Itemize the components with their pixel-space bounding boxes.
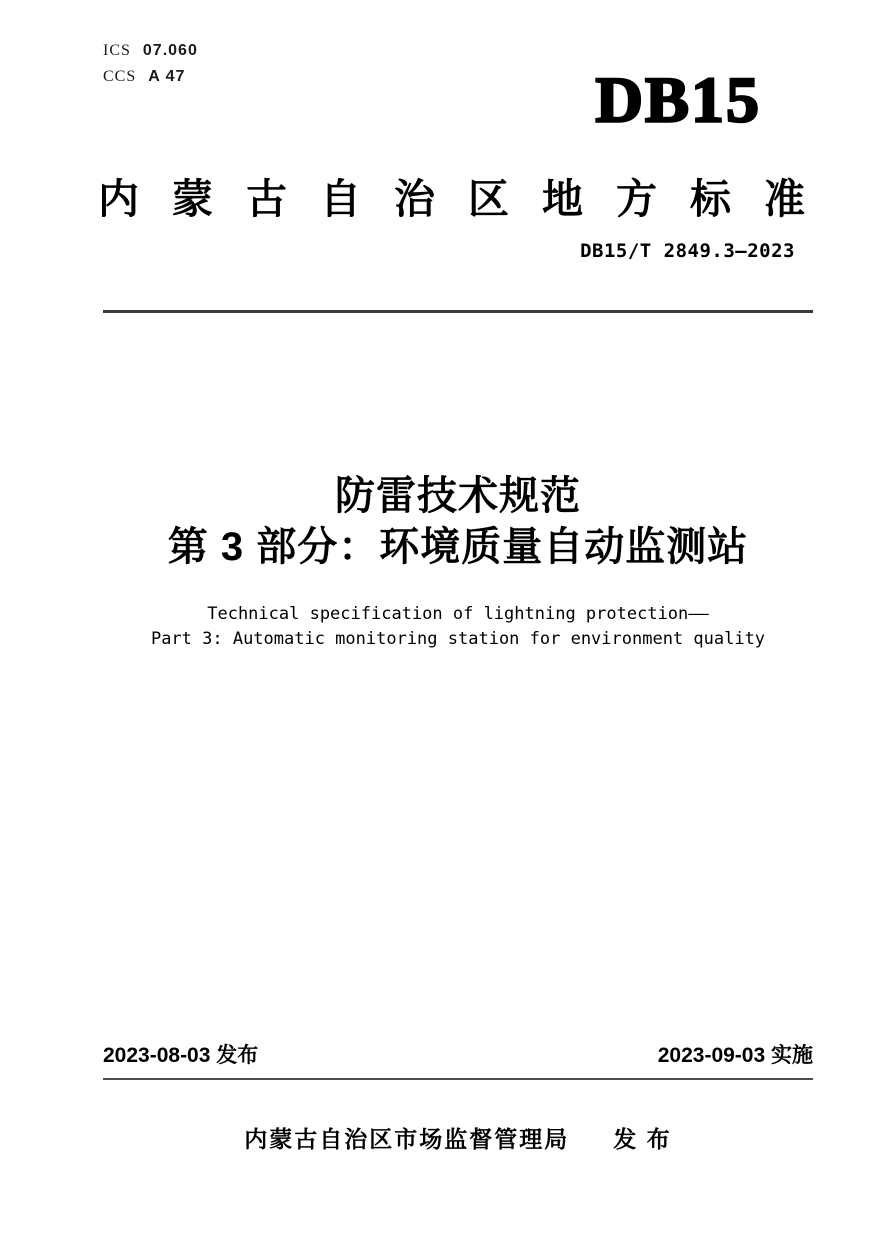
implementation-date: 2023-09-03 bbox=[657, 1044, 766, 1067]
ics-line bbox=[103, 38, 198, 64]
db15-logo: DB15 bbox=[595, 64, 761, 137]
title-line-1: 防雷技术规范 bbox=[335, 474, 581, 518]
standard-number: DB15/T 2849.3—2023 bbox=[580, 240, 795, 262]
issue-label: 发布 bbox=[216, 1044, 259, 1067]
ccs-label: CCS bbox=[103, 68, 137, 85]
implementation-label: 实施 bbox=[771, 1044, 813, 1067]
region-standard-heading: 内蒙古自治区地方标准 bbox=[98, 176, 838, 222]
document-title-english bbox=[83, 602, 833, 652]
ccs-value: A 47 bbox=[148, 68, 186, 85]
dates-row bbox=[103, 1039, 813, 1080]
title-en-line-2: Part 3: Automatic monitoring station for environment quality bbox=[150, 629, 766, 649]
document-title bbox=[83, 471, 833, 573]
ccs-line bbox=[103, 64, 198, 90]
publisher-name: 内蒙古自治区市场监督管理局 bbox=[244, 1126, 570, 1152]
publisher-line bbox=[83, 1121, 833, 1154]
issue-date-line bbox=[103, 1039, 258, 1069]
ics-label: ICS bbox=[103, 42, 131, 59]
ics-value: 07.060 bbox=[142, 42, 198, 59]
title-line-2: 第 3 部分：环境质量自动监测站 bbox=[167, 525, 749, 569]
issue-date: 2023-08-03 bbox=[103, 1044, 211, 1067]
header-rule bbox=[103, 310, 813, 313]
title-en-line-1: Technical specification of lightning protection—— bbox=[207, 604, 709, 624]
ics-ccs-block bbox=[103, 38, 198, 90]
implementation-date-line bbox=[658, 1039, 813, 1069]
publish-action-label: 发 布 bbox=[613, 1126, 672, 1152]
